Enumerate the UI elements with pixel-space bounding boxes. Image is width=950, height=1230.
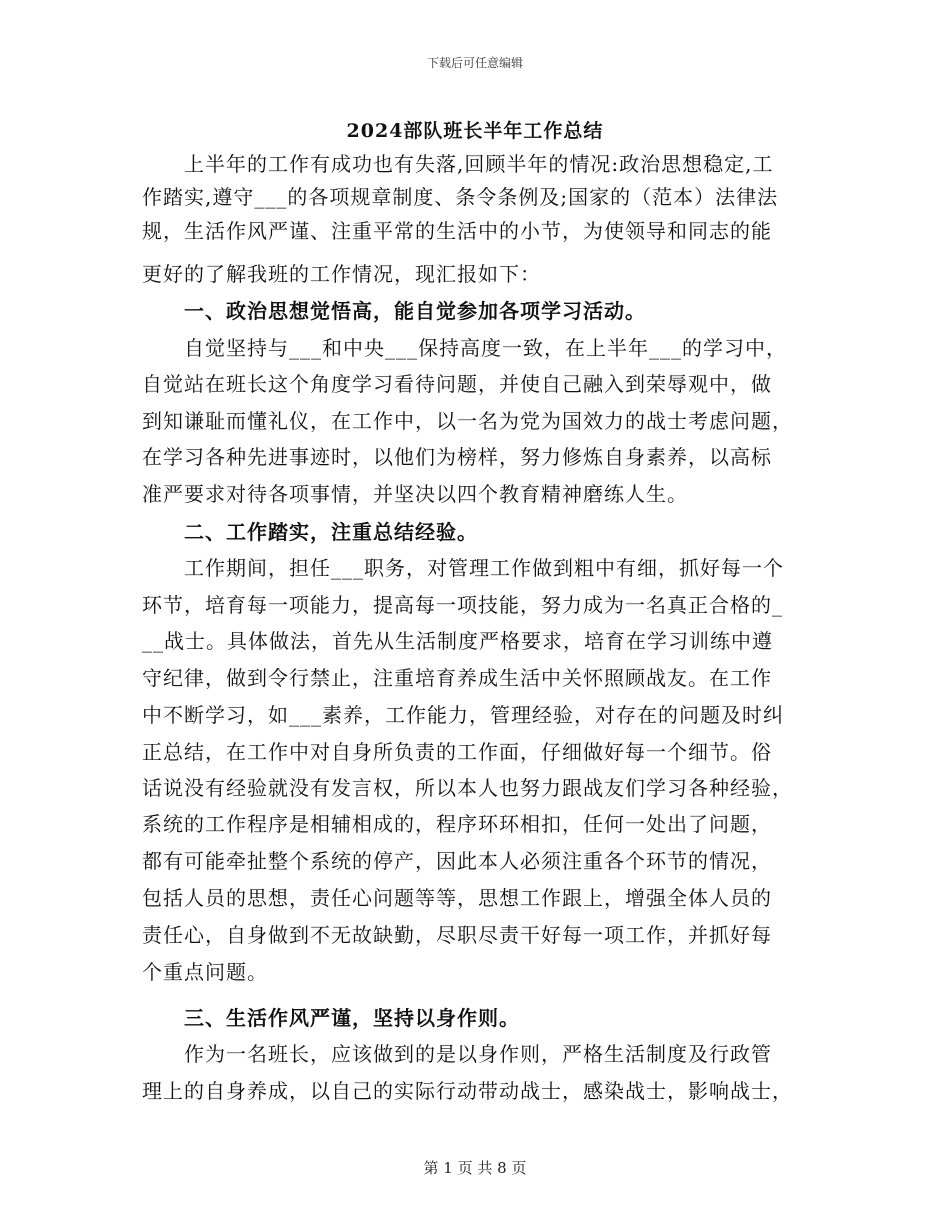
body-line-22: 责任心，自身做到不无故缺勤，尽职尽责干好每一项工作，并抓好每 bbox=[142, 923, 772, 947]
body-line-8: 到知谦耻而懂礼仪，在工作中，以一名为党为国效力的战士考虑问题， bbox=[142, 409, 793, 433]
body-line-12: 工作期间，担任___职务，对管理工作做到粗中有细，抓好每一个 bbox=[142, 556, 784, 580]
body-line-19: 系统的工作程序是相辅相成的，程序环环相扣，任何一处出了问题， bbox=[142, 812, 772, 836]
body-line-4: 更好的了解我班的工作情况，现汇报如下： bbox=[142, 262, 541, 286]
body-line-20: 都有可能牵扯整个系统的停产，因此本人必须注重各个环节的情况， bbox=[142, 849, 772, 873]
body-line-16: 中不断学习，如___素养，工作能力，管理经验，对存在的问题及时纠 bbox=[142, 703, 784, 727]
body-line-18: 话说没有经验就没有发言权，所以本人也努力跟战友们学习各种经验， bbox=[142, 776, 793, 800]
body-line-13: 环节，培育每一项能力，提高每一项技能，努力成为一名真正合格的_ bbox=[142, 593, 783, 617]
body-line-3: 规，生活作风严谨、注重平常的生活中的小节，为使领导和同志的能 bbox=[142, 219, 772, 243]
page-header-note: 下载后可任意编辑 bbox=[426, 56, 523, 70]
body-line-17: 正总结，在工作中对自身所负责的工作面，仔细做好每一个细节。俗 bbox=[142, 740, 772, 764]
section-heading-1: 一、政治思想觉悟高，能自觉参加各项学习活动。 bbox=[142, 299, 646, 323]
body-line-26: 理上的自身养成，以自己的实际行动带动战士，感染战士，影响战士， bbox=[142, 1079, 793, 1103]
body-line-1: 上半年的工作有成功也有失落,回顾半年的情况:政治思想稳定,工 bbox=[142, 152, 774, 176]
body-line-21: 包括人员的思想，责任心问题等等，思想工作跟上，增强全体人员的 bbox=[142, 886, 772, 910]
section-heading-3: 三、生活作风严谨，坚持以身作则。 bbox=[142, 1006, 520, 1030]
body-line-25: 作为一名班长，应该做到的是以身作则，严格生活制度及行政管 bbox=[142, 1042, 772, 1066]
body-line-23: 个重点问题。 bbox=[142, 960, 268, 984]
body-line-6: 自觉坚持与___和中央___保持高度一致，在上半年___的学习中， bbox=[142, 336, 787, 360]
body-line-2: 作踏实,遵守___的各项规章制度、条令条例及;国家的（范本）法律法 bbox=[142, 185, 779, 209]
body-line-14: __战士。具体做法，首先从生活制度严格要求，培育在学习训练中遵 bbox=[142, 629, 773, 653]
body-line-15: 守纪律，做到令行禁止，注重培育养成生活中关怀照顾战友。在工作 bbox=[142, 666, 772, 690]
section-heading-2: 二、工作踏实，注重总结经验。 bbox=[142, 520, 478, 544]
body-line-10: 准严要求对待各项事情，并坚决以四个教育精神磨练人生。 bbox=[142, 482, 688, 506]
body-line-9: 在学习各种先进事迹时，以他们为榜样，努力修炼自身素养，以高标 bbox=[142, 445, 772, 469]
document-title: 2024部队班长半年工作总结 bbox=[346, 120, 604, 142]
page-footer-pagination: 第 1 页 共 8 页 bbox=[423, 1159, 527, 1177]
body-line-7: 自觉站在班长这个角度学习看待问题，并使自己融入到荣辱观中，做 bbox=[142, 372, 772, 396]
